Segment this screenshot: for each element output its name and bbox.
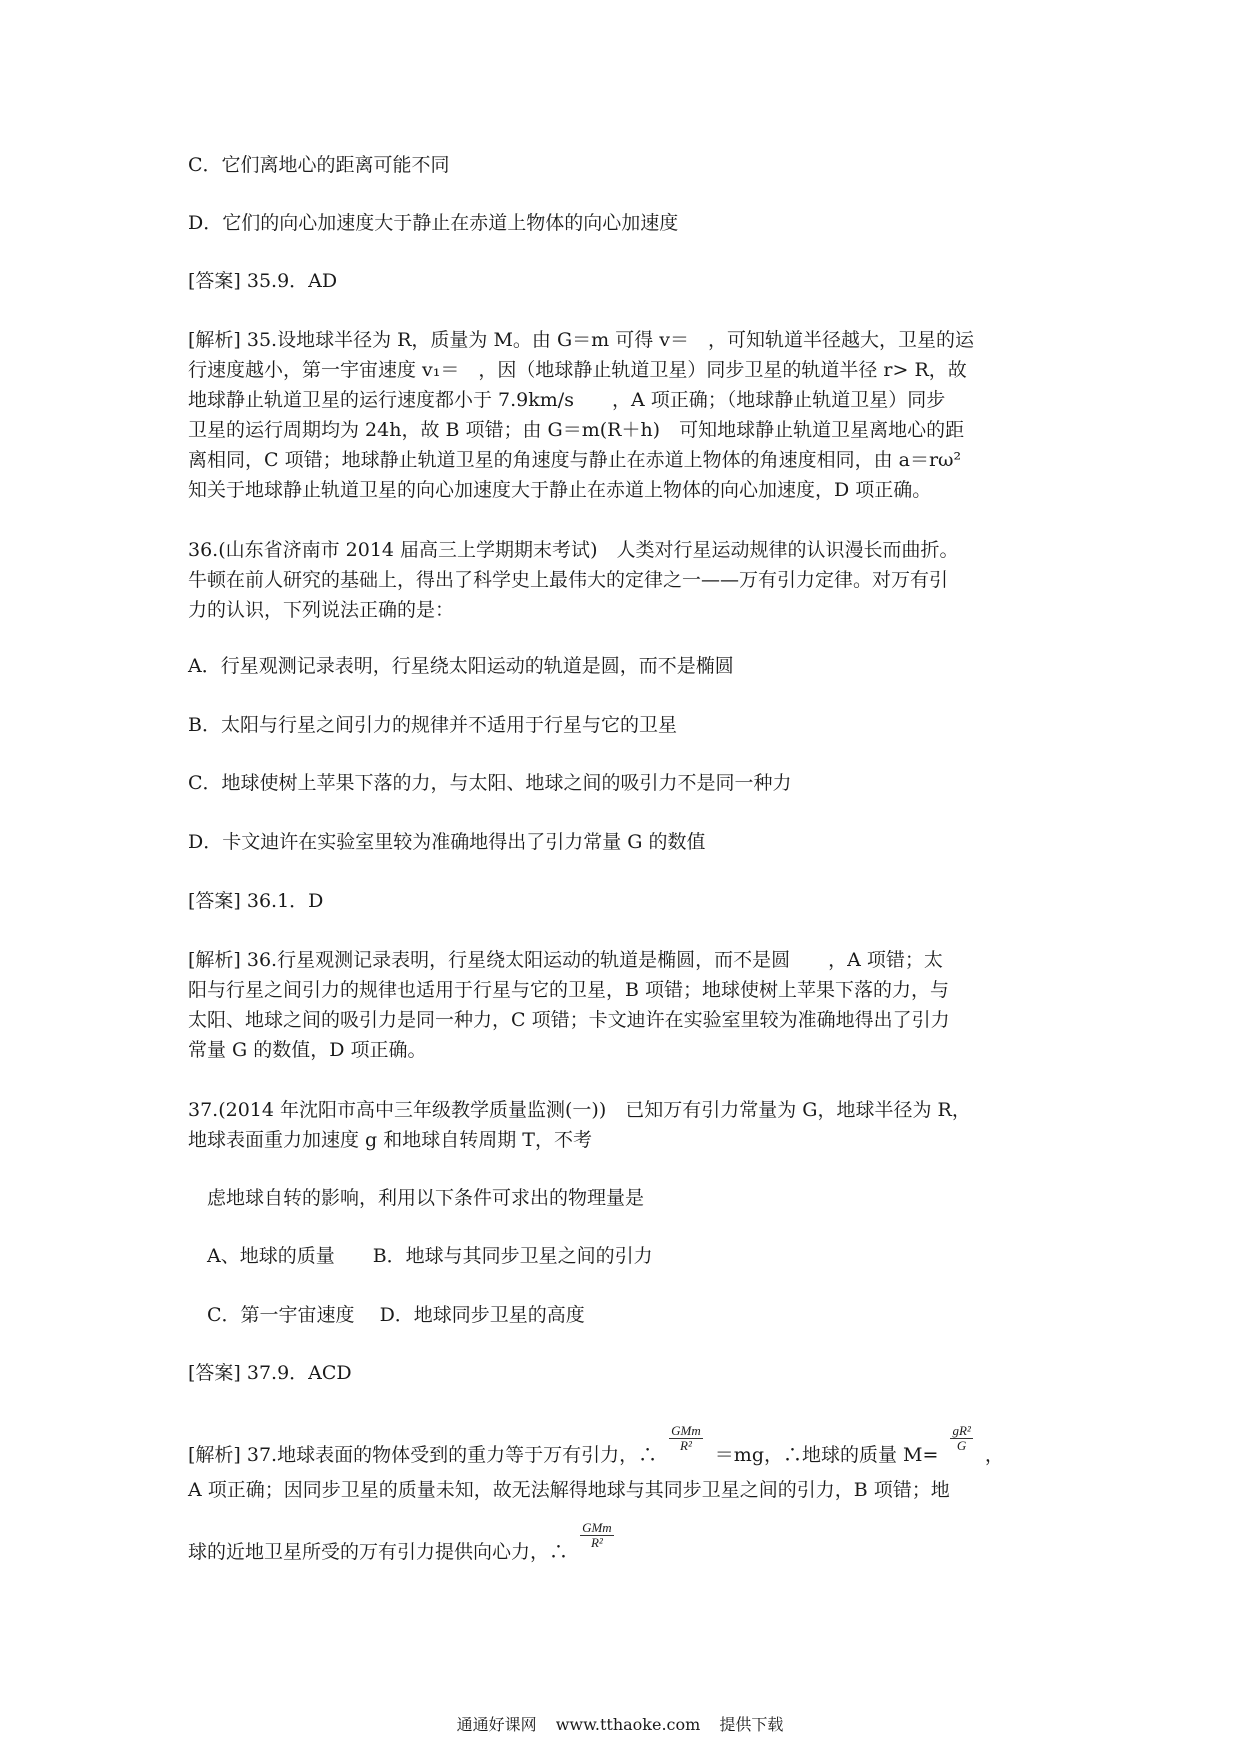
q36-answer: [答案] 36.1．D bbox=[188, 890, 324, 912]
q37-analysis-text: [解析] 37.地球表面的物体受到的重力等于万有引力，∴ bbox=[188, 1444, 658, 1466]
fraction-gr2-over-g bbox=[950, 1424, 972, 1453]
q36-option-d: D．卡文迪许在实验室里较为准确地得出了引力常量 G 的数值 bbox=[188, 831, 706, 853]
q37-analysis-line bbox=[188, 1422, 1004, 1471]
fraction-numerator: GMm bbox=[582, 1519, 612, 1535]
q37-answer: [答案] 37.9．ACD bbox=[188, 1362, 352, 1384]
q36-stem-line: 牛顿在前人研究的基础上，得出了科学史上最伟大的定律之一——万有引力定律。对万有引 bbox=[188, 569, 949, 591]
q35-analysis-line: 知关于地球静止轨道卫星的向心加速度大于静止在赤道上物体的向心加速度，D 项正确。 bbox=[188, 479, 932, 501]
footer-note: 提供下载 bbox=[719, 1715, 784, 1734]
q37-options-ab: A、地球的质量 B．地球与其同步卫星之间的引力 bbox=[207, 1245, 653, 1267]
fraction-gmm-over-r2 bbox=[669, 1424, 703, 1453]
fraction-gmm-over-r2 bbox=[580, 1521, 614, 1550]
q37-analysis-line bbox=[188, 1519, 620, 1568]
q35-option-d: D．它们的向心加速度大于静止在赤道上物体的向心加速度 bbox=[188, 212, 679, 234]
q37-analysis-text: ＝mg，∴地球的质量 M= bbox=[714, 1444, 939, 1466]
q36-stem-line: 力的认识，下列说法正确的是： bbox=[188, 599, 455, 621]
q35-analysis-line: 行速度越小，第一宇宙速度 v₁＝ ，因（地球静止轨道卫星）同步卫星的轨道半径 r> R，故 bbox=[188, 359, 967, 381]
page-footer bbox=[0, 1714, 1240, 1736]
q35-analysis-line: 地球静止轨道卫星的运行速度都小于 7.9km/s ，A 项正确；（地球静止轨道卫星）同步 bbox=[188, 389, 946, 411]
q36-analysis-line: [解析] 36.行星观测记录表明，行星绕太阳运动的轨道是椭圆，而不是圆 ，A 项错；太 bbox=[188, 949, 943, 971]
q37-stem-line: 地球表面重力加速度 g 和地球自转周期 T，不考 bbox=[188, 1129, 592, 1151]
footer-site-name: 通通好课网 bbox=[456, 1715, 537, 1734]
q36-analysis-line: 阳与行星之间引力的规律也适用于行星与它的卫星，B 项错；地球使树上苹果下落的力，与 bbox=[188, 979, 950, 1001]
fraction-denominator: R² bbox=[680, 1437, 692, 1453]
q36-analysis-line: 常量 G 的数值，D 项正确。 bbox=[188, 1039, 427, 1061]
q37-analysis-text: ， bbox=[984, 1444, 1004, 1466]
q35-answer: [答案] 35.9．AD bbox=[188, 270, 338, 292]
fraction-denominator: G bbox=[956, 1437, 967, 1453]
q36-option-b: B．太阳与行星之间引力的规律并不适用于行星与它的卫星 bbox=[188, 714, 677, 736]
q37-analysis-text: 球的近地卫星所受的万有引力提供向心力，∴ bbox=[188, 1541, 569, 1563]
q37-stem-line: 37.(2014 年沈阳市高中三年级教学质量监测(一)) 已知万有引力常量为 G，地球半径为 R， bbox=[188, 1099, 971, 1121]
fraction-denominator: R² bbox=[590, 1534, 603, 1550]
footer-url-link[interactable]: www.tthaoke.com bbox=[555, 1715, 701, 1734]
fraction-numerator: gR² bbox=[952, 1422, 971, 1438]
q35-option-c: C．它们离地心的距离可能不同 bbox=[188, 154, 450, 176]
q36-analysis-line: 太阳、地球之间的吸引力是同一种力，C 项错；卡文迪许在实验室里较为准确地得出了引力 bbox=[188, 1009, 950, 1031]
q36-stem-line: 36.(山东省济南市 2014 届高三上学期期末考试) 人类对行星运动规律的认识漫长而曲折。 bbox=[188, 539, 959, 561]
q37-stem-line: 虑地球自转的影响，利用以下条件可求出的物理量是 bbox=[207, 1187, 645, 1209]
fraction-numerator: GMm bbox=[671, 1422, 701, 1438]
q35-analysis-line: 离相同，C 项错；地球静止轨道卫星的角速度与静止在赤道上物体的角速度相同，由 a＝rω² bbox=[188, 449, 962, 471]
q36-option-a: A．行星观测记录表明，行星绕太阳运动的轨道是圆，而不是椭圆 bbox=[188, 655, 734, 677]
q36-option-c: C．地球使树上苹果下落的力，与太阳、地球之间的吸引力不是同一种力 bbox=[188, 772, 792, 794]
q37-analysis-line: A 项正确；因同步卫星的质量未知，故无法解得地球与其同步卫星之间的引力，B 项错；地 bbox=[188, 1479, 950, 1501]
q35-analysis-line: [解析] 35.设地球半径为 R，质量为 M。由 G＝m 可得 v＝ ，可知轨道半径越大，卫星的运 bbox=[188, 329, 974, 351]
q37-options-cd: C．第一宇宙速度 D．地球同步卫星的高度 bbox=[207, 1304, 585, 1326]
q35-analysis-line: 卫星的运行周期均为 24h，故 B 项错；由 G＝m(R＋h) 可知地球静止轨道卫星离地心的距 bbox=[188, 419, 965, 441]
